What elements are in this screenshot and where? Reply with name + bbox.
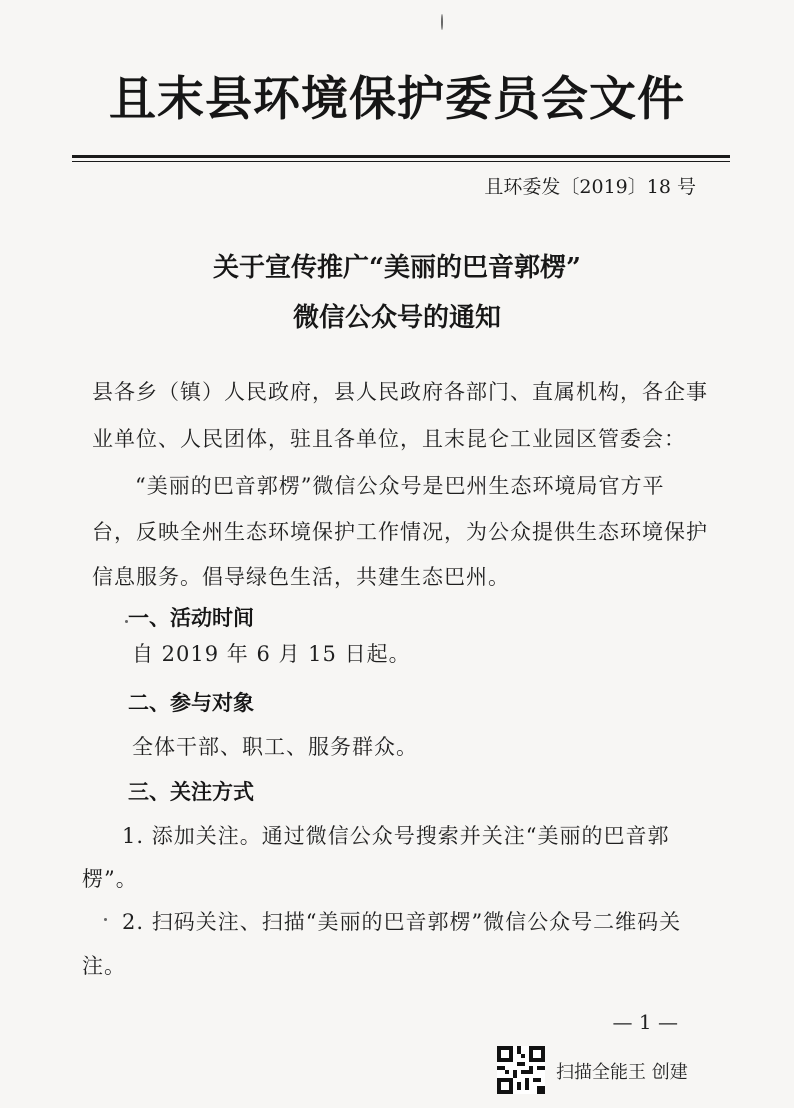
scan-speck bbox=[441, 14, 443, 30]
item1-line1: 1. 添加关注。通过微信公众号搜索并关注“美丽的巴音郭 bbox=[122, 824, 670, 848]
notice-title-line1: 关于宣传推广“美丽的巴音郭楞” bbox=[213, 253, 581, 283]
scan-speck bbox=[125, 620, 128, 623]
addressee-line2: 业单位、人民团体，驻且各单位，且末昆仑工业园区管委会： bbox=[92, 427, 686, 451]
intro-line3: 信息服务。倡导绿色生活，共建生态巴州。 bbox=[92, 565, 510, 589]
section1-text: 自 2019 年 6 月 15 日起。 bbox=[132, 642, 411, 666]
scanner-app-label: 扫描全能王 创建 bbox=[556, 1062, 688, 1083]
intro-line1: “美丽的巴音郭楞”微信公众号是巴州生态环境局官方平 bbox=[135, 474, 665, 498]
document-number: 且环委发〔2019〕18 号 bbox=[484, 176, 696, 198]
notice-title-line2: 微信公众号的通知 bbox=[292, 303, 501, 333]
section3-heading: 三、关注方式 bbox=[128, 780, 254, 804]
qr-code-icon bbox=[497, 1046, 545, 1094]
intro-line2: 台，反映全州生态环境保护工作情况，为公众提供生态环境保护 bbox=[92, 520, 708, 544]
header-rule-thin bbox=[72, 161, 730, 162]
scan-speck bbox=[104, 918, 107, 921]
section2-text: 全体干部、职工、服务群众。 bbox=[132, 735, 418, 759]
item2-line2: 注。 bbox=[82, 954, 126, 978]
item1-line2: 楞”。 bbox=[82, 867, 138, 891]
section2-heading: 二、参与对象 bbox=[128, 691, 254, 715]
section1-heading: 一、活动时间 bbox=[128, 606, 254, 630]
issuing-authority-title: 且末县环境保护委员会文件 bbox=[109, 72, 685, 127]
addressee-line1: 县各乡（镇）人民政府，县人民政府各部门、直属机构，各企事 bbox=[92, 380, 708, 404]
item2-line1: 2. 扫码关注、扫描“美丽的巴音郭楞”微信公众号二维码关 bbox=[122, 910, 682, 934]
header-rule-thick bbox=[72, 155, 730, 158]
page-number: — 1 — bbox=[612, 1010, 678, 1034]
